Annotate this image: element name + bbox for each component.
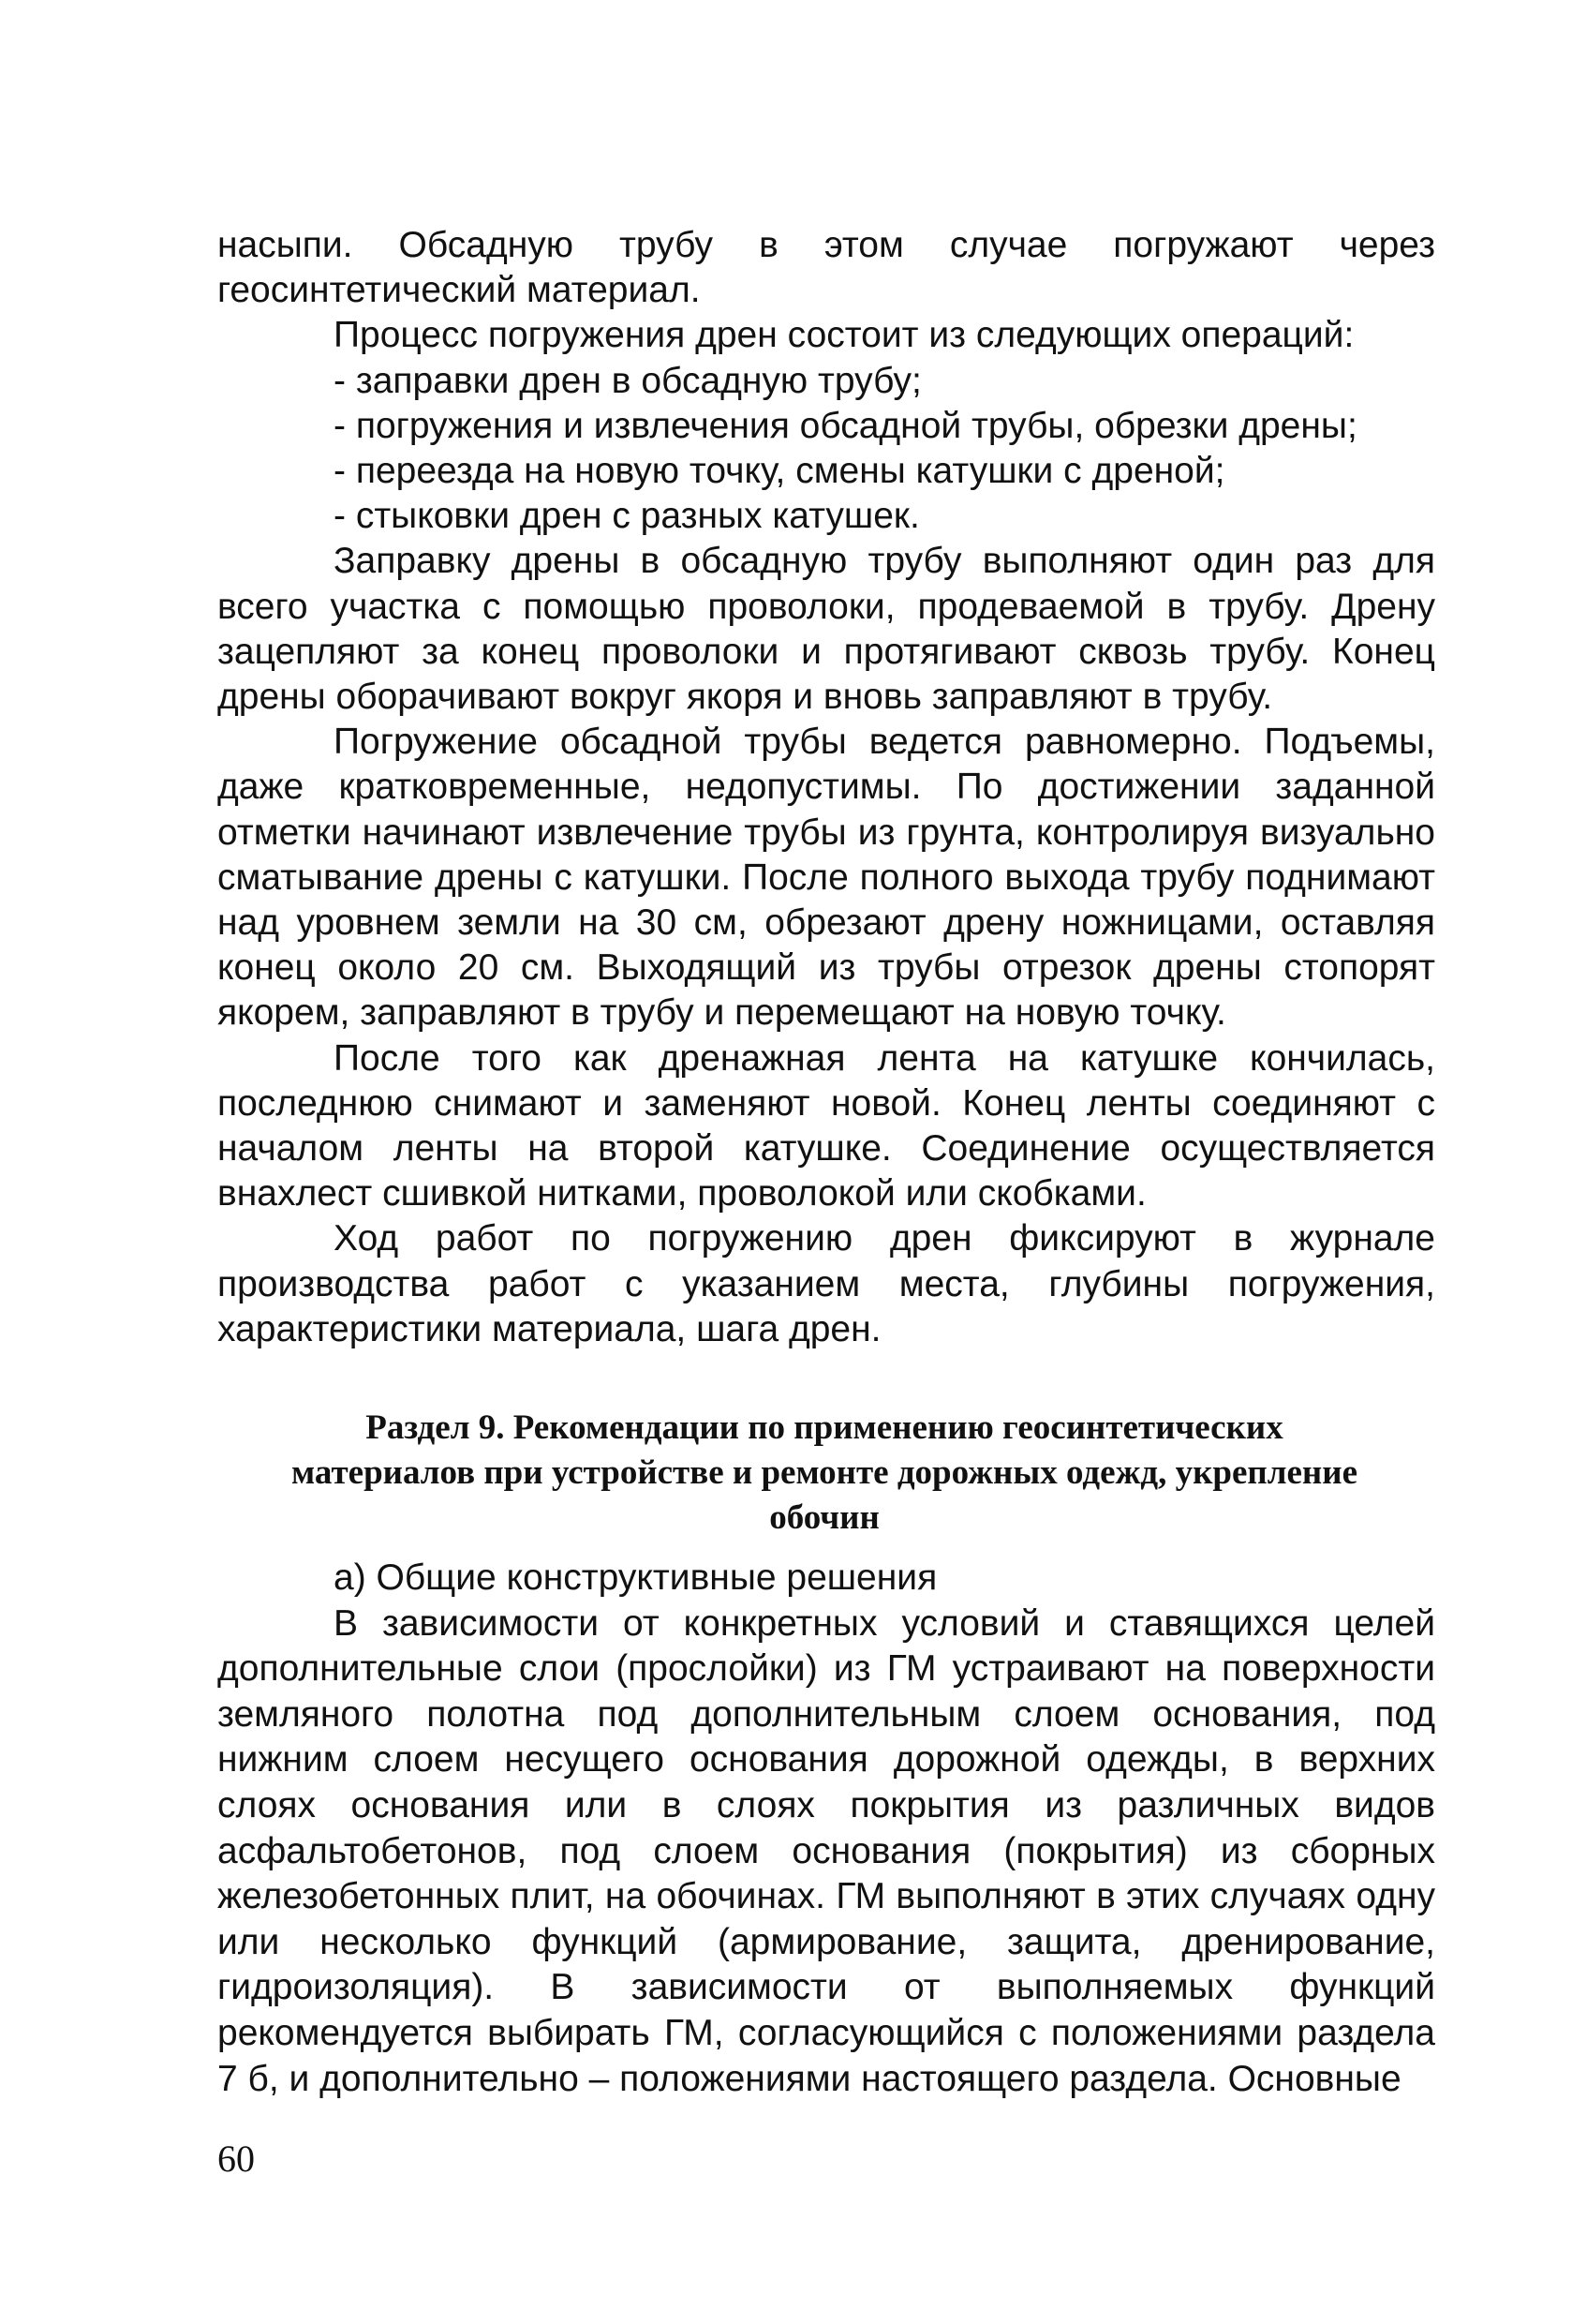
operation-item-2: - погружения и извлечения обсадной трубы, обрезки дрены;: [334, 405, 1357, 446]
operation-item-1: - заправки дрен в обсадную трубу;: [334, 360, 922, 401]
process-intro: Процесс погружения дрен состоит из следующих операций:: [334, 315, 1355, 356]
operation-item-4: - стыковки дрен с разных катушек.: [334, 496, 920, 537]
section-paragraph: В зависимости от конкретных условий и ставящихся целей дополнительные слои (прослойки) из ГМ устраивают на поверхности земляного полотна под дополнительным слоем основания, под нижним слоем несущего основания дорожной одежды, в верхних слоях основания или в слоях покрытия из различных видов асфальтобетонов, под слоем основания (покрытия) из сборных железобетонных плит, на обочинах. ГМ выполняют в этих случаях одну или несколько функций (армирование, защита, дренирование, гидроизоляция). В зависимости от выполняемых функций рекомендуется выбирать ГМ, согласующийся с положениями раздела 7 б, и дополнительно – положениями настоящего раздела. Основные: [217, 1602, 1435, 2099]
paragraph-insertion: Заправку дрены в обсадную трубу выполняют один раз для всего участка с помощью проволоки, продеваемой в трубу. Дрену зацепляют за конец проволоки и протягивают сквозь трубу. Конец дрены оборачивают вокруг якоря и вновь заправляют в трубу.: [217, 541, 1435, 718]
paragraph-reel: После того как дренажная лента на катушке кончилась, последнюю снимают и заменяют новой. Конец ленты соединяют с началом ленты на второй катушке. Соединение осуществляется внахлест сшивкой нитками, проволокой или скобками.: [217, 1037, 1435, 1214]
page-number: 60: [217, 2138, 255, 2180]
intro-paragraph: насыпи. Обсадную трубу в этом случае погружают через геосинтетический материал.: [217, 225, 1435, 311]
body-text-top: [217, 223, 1435, 1352]
paragraph-immersion: Погружение обсадной трубы ведется равномерно. Подъемы, даже кратковременные, недопустимы. По достижении заданной отметки начинают извлечение трубы из грунта, контролируя визуально сматывание дрены с катушки. После полного выхода трубу поднимают над уровнем земли на 30 см, обрезают дрену ножницами, оставляя конец около 20 см. Выходящий из трубы отрезок дрены стопорят якорем, заправляют в трубу и перемещают на новую точку.: [217, 722, 1435, 1034]
section-heading: Раздел 9. Рекомендации по применению геосинтетических материалов при устройстве и ремонте дорожных одежд, укрепление обочин: [290, 1408, 1357, 1537]
operation-item-3: - переезда на новую точку, смены катушки с дреной;: [334, 451, 1225, 492]
subsection-label: а) Общие конструктивные решения: [334, 1557, 938, 1598]
body-text-section: [217, 1556, 1435, 2102]
paragraph-journal: Ход работ по погружению дрен фиксируют в журнале производства работ с указанием места, глубины погружения, характеристики материала, шага дрен.: [217, 1218, 1435, 1349]
